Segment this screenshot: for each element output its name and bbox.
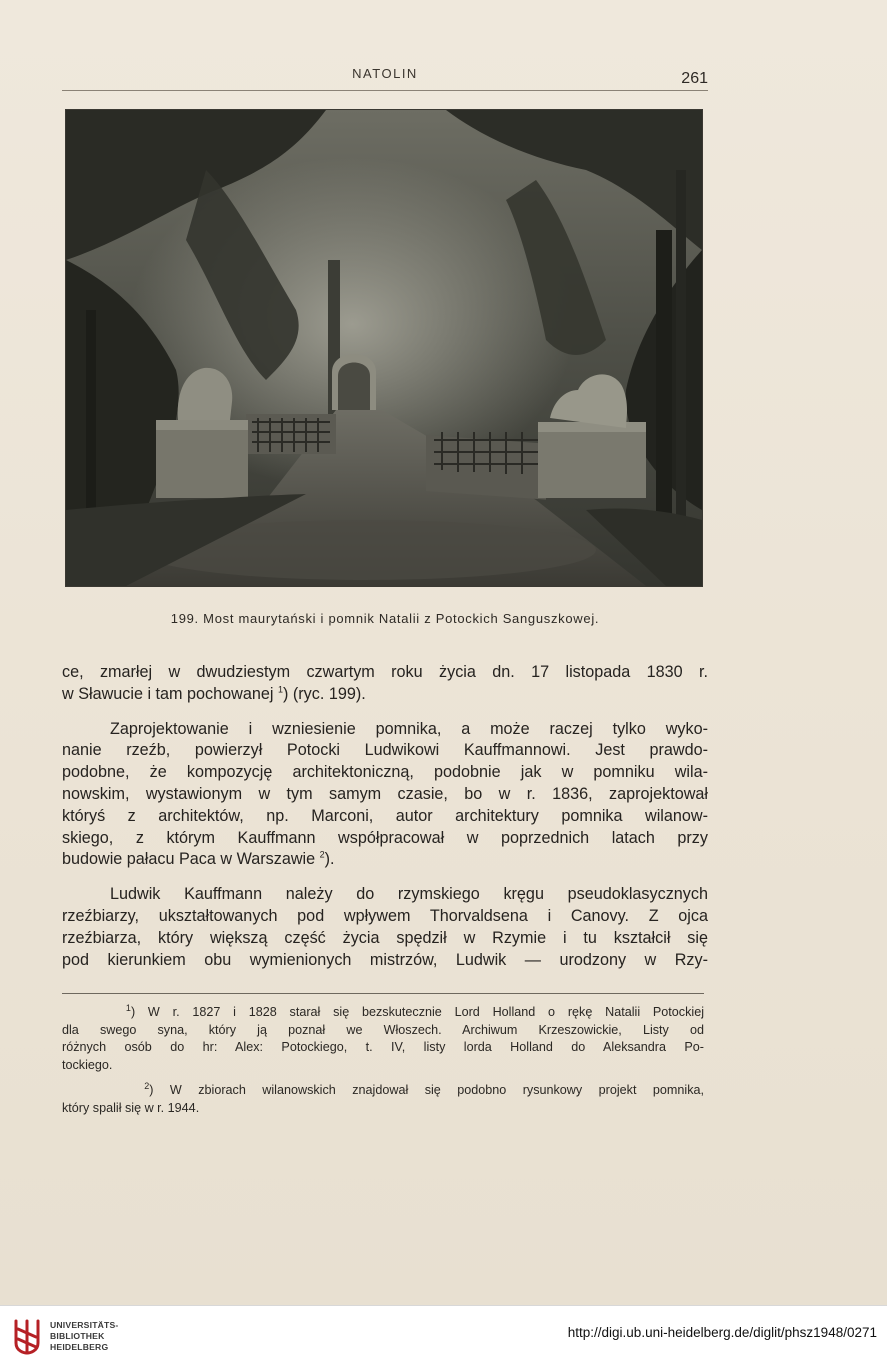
paragraph-line: Zaprojektowanie i wzniesienie pomnika, a może raczej tylko wyko- bbox=[110, 719, 708, 738]
footnote-mark: 2 bbox=[144, 1081, 150, 1092]
footnote-mark: 1 bbox=[125, 1002, 131, 1013]
text-span: ) W r. 1827 i 1828 starał się bezskutecznie Lord Holland o rękę Natalii Potockiej bbox=[130, 1005, 705, 1019]
paragraph-line bbox=[62, 684, 708, 706]
footnotes bbox=[62, 1004, 704, 1118]
paragraph-line: rzeźbiarzy, ukształtowanych pod wpływem Thorvaldsena i Canovy. Z ojca bbox=[62, 906, 708, 925]
paragraph-line: nanie rzeźb, powierzył Potocki Ludwikowi Kauffmannowi. Jest prawdo- bbox=[62, 741, 708, 760]
paragraph-line: któryś z architektów, np. Marconi, autor architektury pomnika wilanow- bbox=[62, 806, 708, 825]
text-span: budowie pałacu Paca w Warszawie bbox=[62, 850, 316, 869]
library-name-line: BIBLIOTHEK bbox=[50, 1331, 105, 1341]
footnote-line: który spalił się w r. 1944. bbox=[62, 1100, 200, 1115]
text-span: ) (ryc. 199). bbox=[282, 684, 366, 703]
university-library-logo-icon[interactable] bbox=[10, 1317, 44, 1357]
page-number: 261 bbox=[681, 70, 708, 87]
paragraph-line: pod kierunkiem obu wymienionych mistrzów, Ludwik — urodzony w Rzy- bbox=[62, 950, 708, 969]
paragraph-line bbox=[62, 849, 708, 871]
photograph-plate bbox=[66, 110, 702, 586]
footnote-line: dla swego syna, który ją poznał we Włoszech. Archiwum Krzeszowickie, Listy od bbox=[62, 1022, 704, 1037]
paragraph-line: Ludwik Kauffmann należy do rzymskiego kręgu pseudoklasycznych bbox=[110, 885, 708, 904]
footnote-divider bbox=[62, 993, 704, 994]
library-name[interactable] bbox=[50, 1320, 119, 1353]
running-head bbox=[62, 66, 708, 91]
footnote-ref[interactable]: 2 bbox=[319, 849, 325, 860]
library-name-line: UNIVERSITÄTS- bbox=[50, 1320, 119, 1330]
footnote-line: różnych osób do hr: Alex: Potockiego, t. IV, listy lorda Holland do Aleksandra Po- bbox=[62, 1040, 704, 1055]
footnote-line bbox=[62, 1082, 704, 1100]
text-span: w Sławucie i tam pochowanej bbox=[62, 684, 274, 703]
text-span: ) W zbiorach wilanowskich znajdował się podobno rysunkowy projekt pomnika, bbox=[149, 1083, 704, 1098]
footnote-line: tockiego. bbox=[62, 1057, 113, 1072]
footnote-ref[interactable]: 1 bbox=[277, 684, 283, 695]
footnote-line bbox=[62, 1004, 704, 1022]
figure-caption: 199. Most maurytański i pomnik Natalii z Potockich Sanguszkowej. bbox=[170, 611, 600, 626]
running-title: NATOLIN bbox=[352, 66, 418, 81]
paragraph-line: nowskim, wystawionym w tym samym czasie, bo w r. 1836, zaprojektował bbox=[62, 784, 708, 803]
paragraph-line: skiego, z którym Kauffmann współpracował w poprzednich latach przy bbox=[62, 828, 708, 847]
library-name-line: HEIDELBERG bbox=[50, 1342, 109, 1352]
paragraph-line: rzeźbiarza, który większą część życia spędził w Rzymie i tu kształcił się bbox=[62, 928, 708, 947]
paragraph-line: ce, zmarłej w dwudziestym czwartym roku życia dn. 17 listopada 1830 r. bbox=[62, 663, 708, 681]
viewer-footer-bar bbox=[0, 1305, 887, 1369]
body-text bbox=[62, 662, 708, 971]
bridge-photograph bbox=[66, 110, 702, 586]
text-span: ). bbox=[324, 850, 335, 869]
paragraph-line: podobne, że kompozycję architektoniczną, podobnie jak w pomniku wila- bbox=[62, 763, 708, 782]
source-url-link[interactable]: http://digi.ub.uni-heidelberg.de/diglit/phsz1948/0271 bbox=[567, 1325, 877, 1340]
